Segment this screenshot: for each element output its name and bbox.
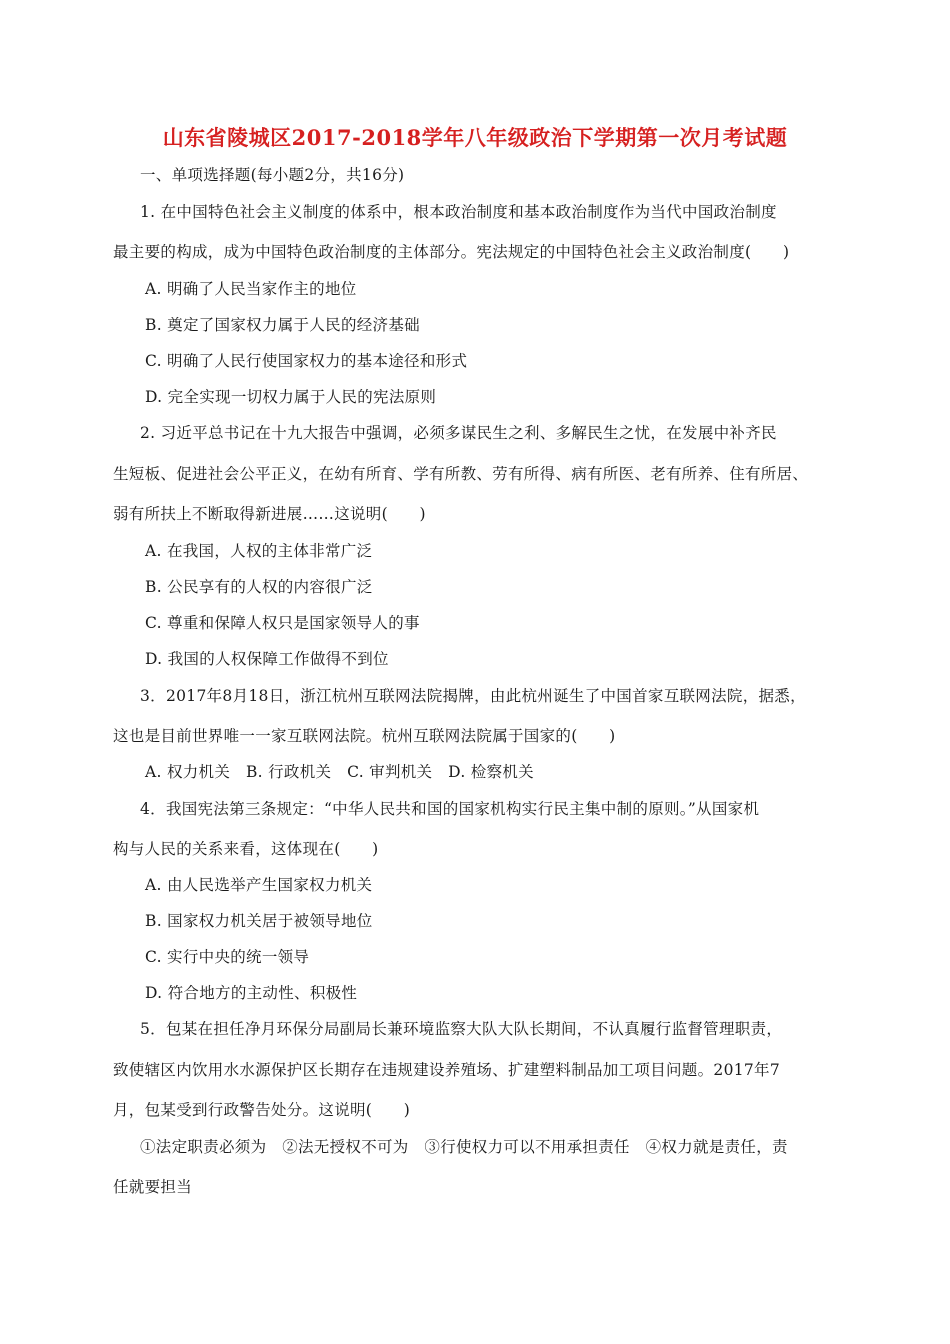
question-3-options: A. 权力机关 B. 行政机关 C. 审判机关 D. 检察机关 xyxy=(145,763,534,781)
section-heading: 一、单项选择题(每小题2分，共16分) xyxy=(140,166,405,184)
question-4-option-a: A. 由人民选举产生国家权力机关 xyxy=(145,876,373,894)
question-1-option-a: A. 明确了人民当家作主的地位 xyxy=(145,280,357,298)
question-5-stem-line-1: 5．包某在担任净月环保分局副局长兼环境监察大队大队长期间，不认真履行监督管理职责， xyxy=(140,1020,783,1038)
question-2-option-b: B. 公民享有的人权的内容很广泛 xyxy=(145,578,373,596)
question-4-option-d: D. 符合地方的主动性、积极性 xyxy=(145,984,358,1002)
question-5-options-line-1: ①法定职责必须为 ②法无授权不可为 ③行使权力可以不用承担责任 ④权力就是责任，责 xyxy=(140,1138,788,1156)
question-2-option-a: A. 在我国，人权的主体非常广泛 xyxy=(145,542,373,560)
question-5-options-line-2: 任就要担当 xyxy=(113,1178,193,1196)
question-2-stem-line-3: 弱有所扶上不断取得新进展……这说明( ) xyxy=(113,505,426,523)
question-3-stem-line-2: 这也是目前世界唯一一家互联网法院。杭州互联网法院属于国家的( ) xyxy=(113,727,616,745)
question-1-option-c: C. 明确了人民行使国家权力的基本途径和形式 xyxy=(145,352,468,370)
question-4-stem-line-1: 4．我国宪法第三条规定：“中华人民共和国的国家机构实行民主集中制的原则。”从国家机 xyxy=(140,800,760,818)
question-1-option-d: D. 完全实现一切权力属于人民的宪法原则 xyxy=(145,388,437,406)
question-2-option-d: D. 我国的人权保障工作做得不到位 xyxy=(145,650,389,668)
question-5-stem-line-2: 致使辖区内饮用水水源保护区长期存在违规建设养殖场、扩建塑料制品加工项目问题。2017年7 xyxy=(113,1061,781,1079)
question-5-stem-line-3: 月，包某受到行政警告处分。这说明( ) xyxy=(113,1101,411,1119)
question-2-stem-line-1: 2. 习近平总书记在十九大报告中强调，必须多谋民生之利、多解民生之忧，在发展中补齐民 xyxy=(140,424,777,442)
question-1-stem-line-1: 1. 在中国特色社会主义制度的体系中，根本政治制度和基本政治制度作为当代中国政治制度 xyxy=(140,203,777,221)
question-1-stem-line-2: 最主要的构成，成为中国特色政治制度的主体部分。宪法规定的中国特色社会主义政治制度( ) xyxy=(113,243,790,261)
question-2-stem-line-2: 生短板、促进社会公平正义，在幼有所育、学有所教、劳有所得、病有所医、老有所养、住有所居、 xyxy=(113,465,809,483)
question-4-option-b: B. 国家权力机关居于被领导地位 xyxy=(145,912,373,930)
question-3-stem-line-1: 3．2017年8月18日，浙江杭州互联网法院揭牌，由此杭州诞生了中国首家互联网法院，据悉， xyxy=(140,687,806,705)
question-2-option-c: C. 尊重和保障人权只是国家领导人的事 xyxy=(145,614,420,632)
question-4-option-c: C. 实行中央的统一领导 xyxy=(145,948,310,966)
document-title: 山东省陵城区2017-2018学年八年级政治下学期第一次月考试题 xyxy=(162,125,788,150)
question-4-stem-line-2: 构与人民的关系来看，这体现在( ) xyxy=(113,840,379,858)
question-1-option-b: B. 奠定了国家权力属于人民的经济基础 xyxy=(145,316,420,334)
